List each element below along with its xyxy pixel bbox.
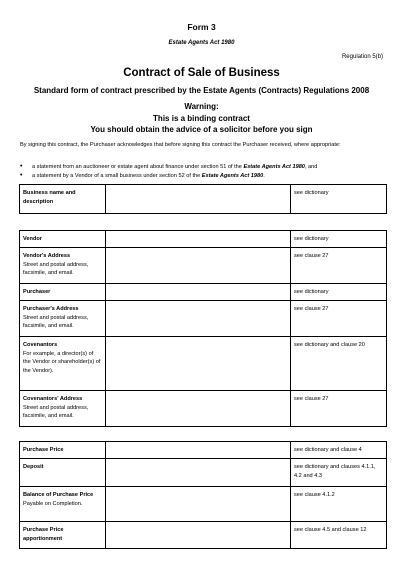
entry-field[interactable]	[106, 391, 291, 427]
price-table	[19, 441, 387, 549]
bullet-text: a statement from an auctioneer or estate agent about finance under section 51 of the	[32, 164, 244, 170]
parties-table	[19, 230, 387, 427]
table-row	[20, 248, 387, 284]
page-subtitle: Standard form of contract prescribed by the Estate Agents (Contracts) Regulations 2008	[33, 86, 370, 95]
entry-field[interactable]	[106, 337, 291, 391]
table-row	[20, 185, 387, 214]
row-label: Vendor's Address	[23, 253, 71, 259]
table-row	[20, 337, 387, 391]
bullet-act-name: Estate Agents Act 1980	[201, 173, 264, 179]
row-label: Balance of Purchase Price	[23, 492, 94, 498]
table-row	[20, 301, 387, 337]
row-label-cell	[20, 248, 106, 284]
entry-field[interactable]	[106, 487, 291, 522]
entry-field[interactable]	[106, 185, 291, 214]
bullet-icon: •	[20, 163, 23, 170]
intro-paragraph: By signing this contract, the Purchaser acknowledges that before signing this contract the Purchaser received, where appropriate:	[20, 142, 341, 148]
row-label: Purchase Price apportionment	[23, 527, 64, 542]
row-label: Covenantors' Address	[23, 396, 83, 402]
row-reference: see dictionary and clause 20	[291, 337, 387, 391]
form-number: Form 3	[187, 22, 216, 32]
row-label: Deposit	[23, 464, 44, 470]
row-description: For example, a director(s) of the Vendor or shareholder(s) of the Vendor).	[23, 350, 101, 374]
row-label: Vendor	[23, 236, 42, 242]
bullet-act-name: Estate Agents Act 1980	[243, 164, 305, 170]
table-row	[20, 459, 387, 487]
row-label-cell	[20, 391, 106, 427]
table-row	[20, 391, 387, 427]
table-row	[20, 522, 387, 549]
row-label: Business name and description	[23, 190, 76, 205]
row-label: Purchaser	[23, 289, 51, 295]
row-reference: see clause 27	[291, 248, 387, 284]
row-label-cell	[20, 337, 106, 391]
row-description: Street and postal address, facsimile, and email.	[23, 404, 89, 419]
business-table	[19, 184, 387, 214]
entry-field[interactable]	[106, 248, 291, 284]
bullet-text: a statement by a Vendor of a small business under section 52 of the	[32, 173, 202, 179]
entry-field[interactable]	[106, 459, 291, 487]
warning-line-1: This is a binding contract	[153, 114, 250, 123]
row-reference: see clause 27	[291, 391, 387, 427]
row-reference: see dictionary and clause 4	[291, 442, 387, 459]
row-reference: see clause 27	[291, 301, 387, 337]
row-label-cell	[20, 487, 106, 522]
row-label-cell	[20, 442, 106, 459]
row-description: Payable on Completion.	[23, 500, 83, 507]
bullet-text-end: , and	[304, 164, 318, 170]
row-label: Covenantors	[23, 342, 58, 348]
row-reference: see dictionary and clauses 4.1.1, 4.2 and 4.3	[291, 459, 387, 487]
regulation-reference: Regulation 5(b)	[341, 54, 383, 60]
row-label: Purchase Price	[23, 447, 64, 453]
entry-field[interactable]	[106, 522, 291, 549]
table-row	[20, 442, 387, 459]
row-label: Purchaser's Address	[23, 306, 79, 312]
bullet-icon: •	[20, 172, 23, 179]
bullet-item	[20, 172, 390, 180]
row-reference: see clause 4.1.2	[291, 487, 387, 522]
row-label-cell	[20, 284, 106, 301]
row-description: Street and postal address, facsimile, and email.	[23, 261, 89, 276]
row-label-cell	[20, 301, 106, 337]
page-title: Contract of Sale of Business	[123, 67, 280, 79]
entry-field[interactable]	[106, 301, 291, 337]
warning-line-2: You should obtain the advice of a solicitor before you sign	[90, 125, 313, 134]
act-title: Estate Agents Act 1980	[168, 40, 235, 46]
entry-field[interactable]	[106, 442, 291, 459]
row-reference: see dictionary	[291, 284, 387, 301]
row-reference: see clause 4.5 and clause 12	[291, 522, 387, 549]
bullet-text-end: .	[263, 173, 265, 179]
row-label-cell	[20, 522, 106, 549]
table-row	[20, 284, 387, 301]
row-label-cell	[20, 459, 106, 487]
row-label-cell	[20, 231, 106, 248]
row-label-cell	[20, 185, 106, 214]
bullet-item	[20, 163, 390, 171]
warning-heading: Warning:	[184, 102, 219, 111]
row-reference: see dictionary	[291, 185, 387, 214]
row-description: Street and postal address, facsimile, and email.	[23, 314, 89, 329]
entry-field[interactable]	[106, 231, 291, 248]
row-reference: see dictionary	[291, 231, 387, 248]
entry-field[interactable]	[106, 284, 291, 301]
table-row	[20, 487, 387, 522]
table-row	[20, 231, 387, 248]
